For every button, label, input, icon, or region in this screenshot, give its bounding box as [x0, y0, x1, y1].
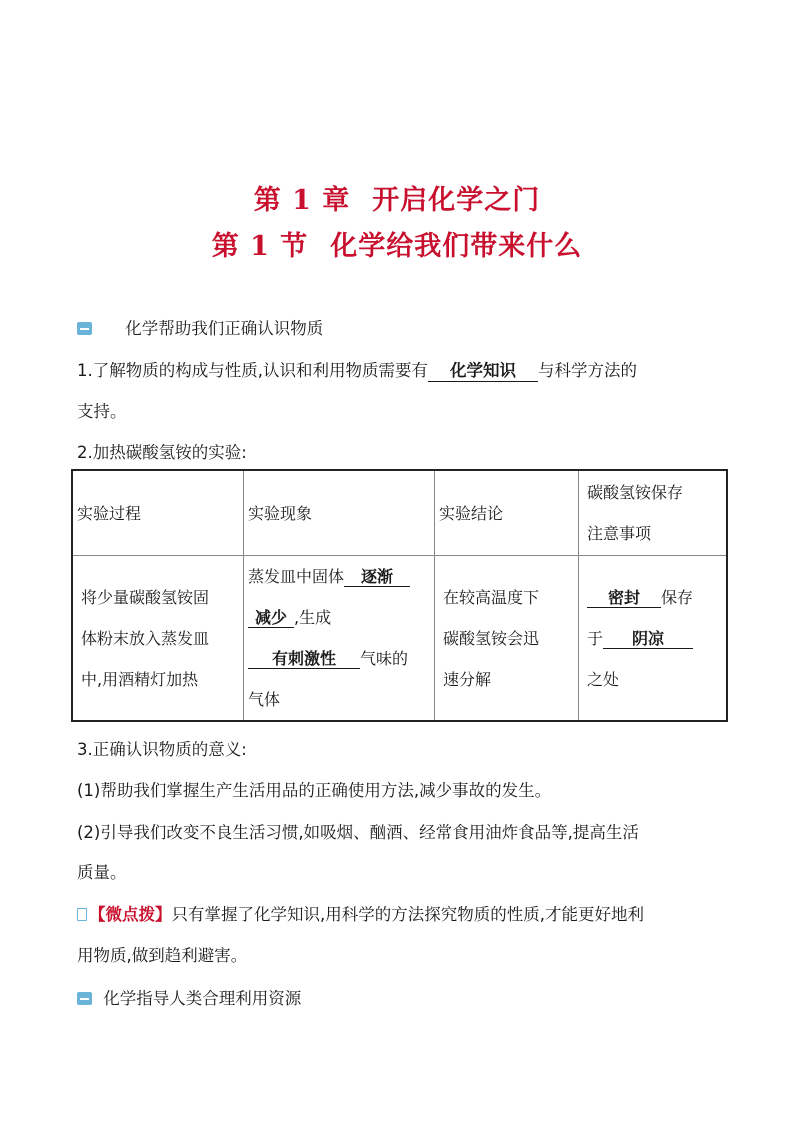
section-one-icon: [77, 322, 92, 335]
section-name: 化学给我们带来什么: [330, 231, 583, 262]
paragraph-3: 3.正确认识物质的意义:: [77, 740, 247, 759]
header-conclusion: 实验结论: [435, 470, 579, 556]
table-row: [72, 556, 727, 722]
tip-icon: [77, 908, 87, 921]
paragraph-1: 1.了解物质的构成与性质,认识和利用物质需要有 化学知识 与科学方法的: [77, 361, 637, 380]
tip-cont: 用物质,做到趋利避害。: [77, 946, 248, 965]
paragraph-2: 2.加热碳酸氢铵的实验:: [77, 443, 247, 462]
paragraph-3-1: (1)帮助我们掌握生产生活用品的正确使用方法,减少事故的发生。: [77, 781, 552, 800]
answer-blank: 密封: [587, 589, 661, 608]
answer-blank: 减少: [248, 609, 294, 628]
paragraph-1-cont: 支持。: [77, 402, 127, 421]
header-process: 实验过程: [72, 470, 244, 556]
chapter-title: [0, 178, 794, 217]
section-number: 第 1 节: [211, 231, 309, 262]
cell-phenomenon: 蒸发皿中固体 逐渐 减少 ,生成 有刺激性 气味的 气体: [244, 556, 435, 722]
section-title: [0, 224, 794, 263]
paragraph-3-2: (2)引导我们改变不良生活习惯,如吸烟、酗酒、经常食用油炸食品等,提高生活: [77, 823, 639, 842]
answer-blank: 阴凉: [603, 630, 693, 649]
chapter-number: 第 1 章: [253, 185, 351, 216]
answer-blank: 化学知识: [428, 362, 538, 382]
cell-storage: 密封 保存 于 阴凉 之处: [579, 556, 728, 722]
cell-conclusion: 在较高温度下 碳酸氢铵会迅 速分解: [435, 556, 579, 722]
tip: 【微点拨】只有掌握了化学知识,用科学的方法探究物质的性质,才能更好地利: [77, 901, 644, 925]
part1-heading-text: 化学帮助我们正确认识物质: [125, 319, 324, 338]
header-phenomenon: 实验现象: [244, 470, 435, 556]
chapter-name: 开启化学之门: [372, 185, 541, 216]
experiment-table: [71, 469, 728, 722]
answer-blank: 逐渐: [344, 568, 410, 587]
paragraph-3-2-cont: 质量。: [77, 863, 127, 882]
part1-heading: [77, 315, 323, 339]
answer-blank: 有刺激性: [248, 650, 360, 669]
cell-process: 将少量碳酸氢铵固 体粉末放入蒸发皿 中,用酒精灯加热: [72, 556, 244, 722]
table-header-row: [72, 470, 727, 556]
tip-label: 【微点拨】: [89, 905, 172, 924]
section-two-icon: [77, 992, 92, 1005]
header-storage: 碳酸氢铵保存 注意事项: [579, 470, 728, 556]
part2-heading-text: 化学指导人类合理利用资源: [103, 989, 302, 1008]
part2-heading: [77, 985, 301, 1009]
